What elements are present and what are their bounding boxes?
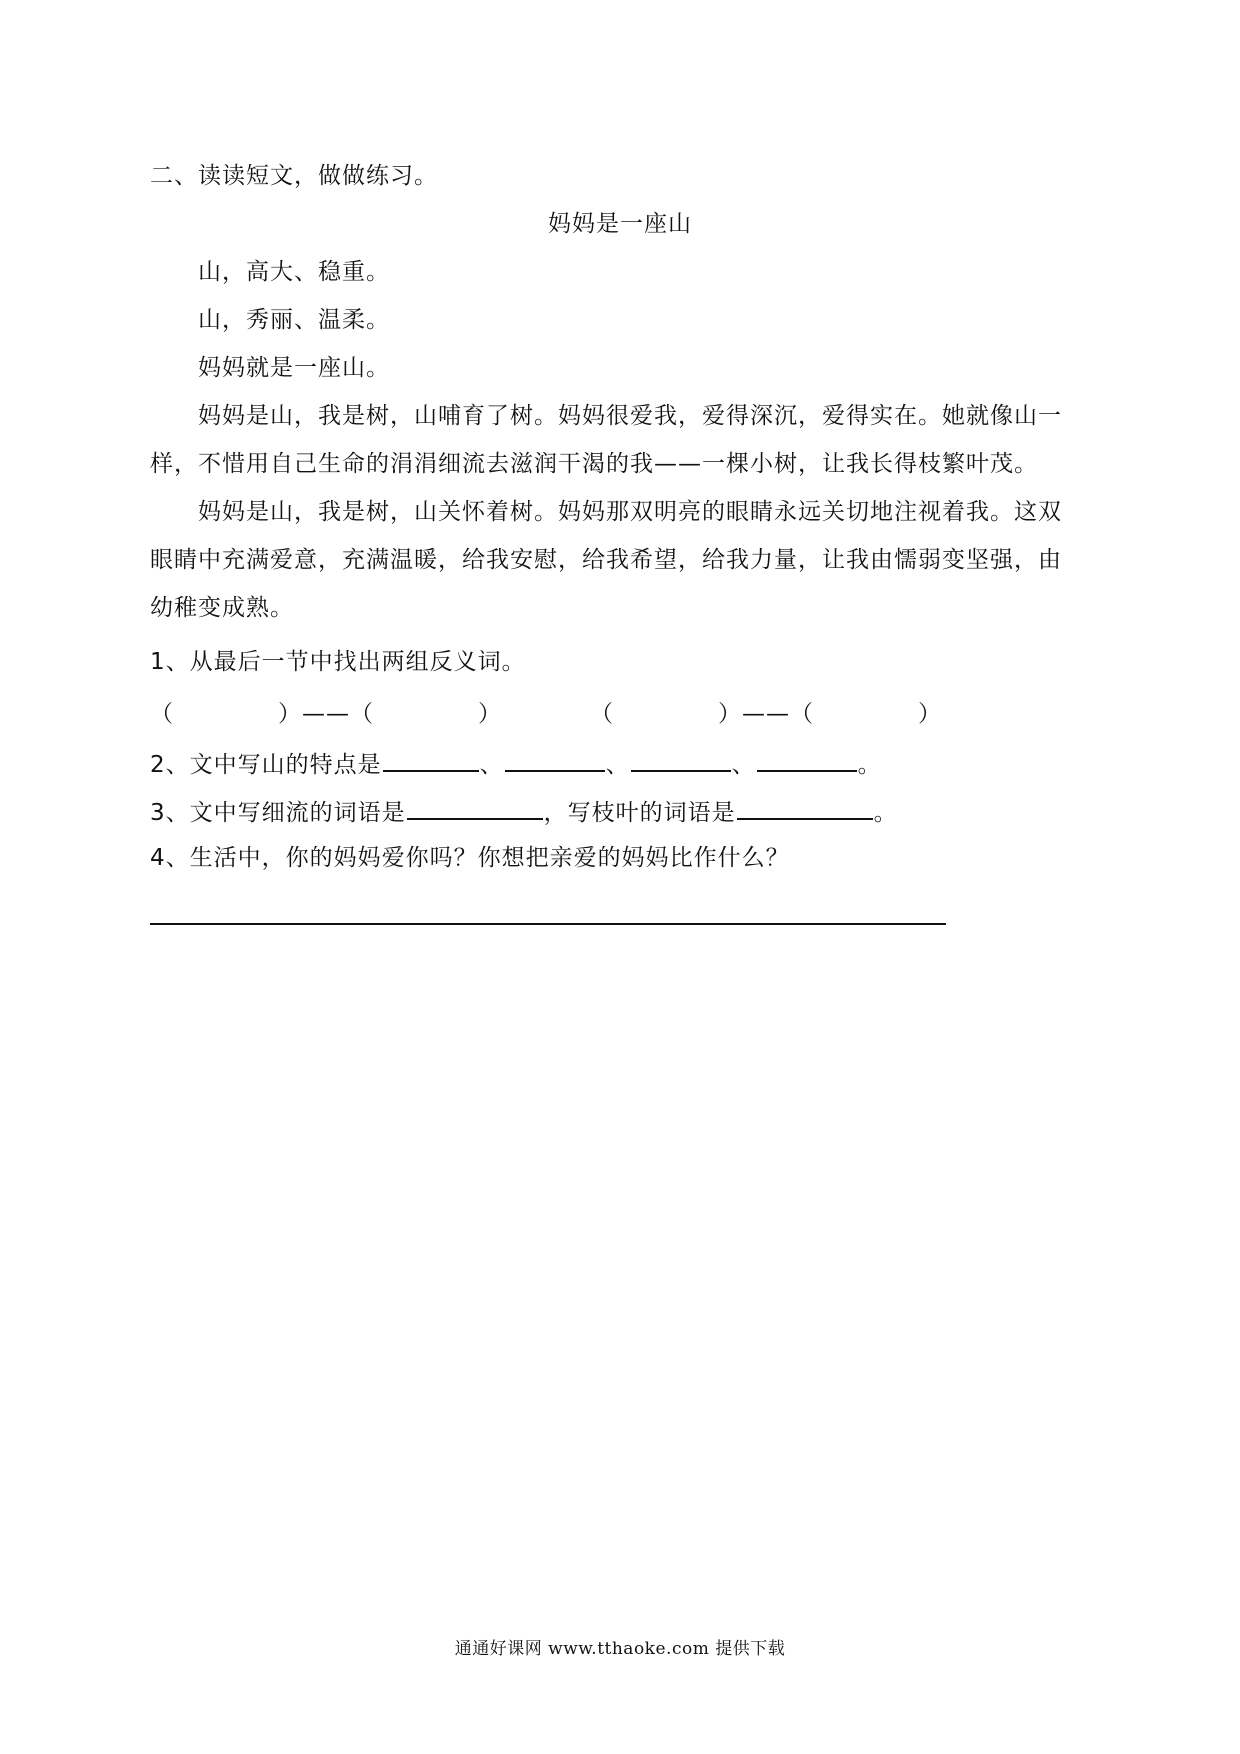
open-paren: （ bbox=[150, 701, 174, 727]
stream-words-blank[interactable] bbox=[407, 792, 543, 820]
feature-blank-4[interactable] bbox=[757, 744, 857, 772]
question-2-prompt: 2、文中写山的特点是 bbox=[150, 752, 382, 778]
paragraph-1-line-2: 样，不惜用自己生命的涓涓细流去滋润干渴的我——一棵小树，让我长得枝繁叶茂。 bbox=[150, 451, 1038, 477]
passage-line-2: 山，秀丽、温柔。 bbox=[198, 307, 390, 333]
footer-credit: 通通好课网 www.tthaoke.com 提供下载 bbox=[454, 1639, 786, 1659]
open-paren: （ bbox=[790, 701, 814, 727]
close-paren: ） bbox=[478, 701, 502, 727]
question-3 bbox=[150, 792, 1100, 831]
paragraph-2-line-3: 幼稚变成熟。 bbox=[150, 595, 294, 621]
period: 。 bbox=[873, 800, 898, 826]
close-paren: ） bbox=[918, 701, 942, 727]
question-3-prompt: 3、文中写细流的词语是 bbox=[150, 800, 406, 826]
section-heading: 二、读读短文，做做练习。 bbox=[150, 163, 438, 189]
passage-line-3: 妈妈就是一座山。 bbox=[198, 355, 390, 381]
close-paren: ） bbox=[718, 701, 742, 727]
passage-line-1: 山，高大、稳重。 bbox=[198, 259, 390, 285]
feature-blank-1[interactable] bbox=[383, 744, 479, 772]
dash: —— bbox=[302, 701, 350, 727]
separator: 、 bbox=[731, 752, 756, 778]
antonym-pair-2 bbox=[590, 696, 1240, 732]
paragraph-2-line-1: 妈妈是山，我是树，山关怀着树。妈妈那双明亮的眼睛永远关切地注视着我。这双 bbox=[198, 499, 1062, 525]
close-paren: ） bbox=[278, 701, 302, 727]
question-4: 4、生活中，你的妈妈爱你吗？你想把亲爱的妈妈比作什么？ bbox=[150, 845, 790, 871]
question-3-mid: ，写枝叶的词语是 bbox=[543, 800, 736, 826]
leaves-words-blank[interactable] bbox=[737, 792, 873, 820]
question-1: 1、从最后一节中找出两组反义词。 bbox=[150, 649, 526, 675]
separator: 、 bbox=[605, 752, 630, 778]
question-2 bbox=[150, 744, 1100, 783]
period: 。 bbox=[857, 752, 882, 778]
feature-blank-2[interactable] bbox=[505, 744, 605, 772]
paragraph-2-line-2: 眼睛中充满爱意，充满温暖，给我安慰，给我希望，给我力量，让我由懦弱变坚强，由 bbox=[150, 547, 1062, 573]
passage-title: 妈妈是一座山 bbox=[548, 211, 692, 237]
feature-blank-3[interactable] bbox=[631, 744, 731, 772]
answer-line[interactable] bbox=[150, 923, 946, 925]
paragraph-1-line-1: 妈妈是山，我是树，山哺育了树。妈妈很爱我，爱得深沉，爱得实在。她就像山一 bbox=[198, 403, 1062, 429]
separator: 、 bbox=[479, 752, 504, 778]
open-paren: （ bbox=[590, 701, 614, 727]
dash: —— bbox=[742, 701, 790, 727]
open-paren: （ bbox=[350, 701, 374, 727]
